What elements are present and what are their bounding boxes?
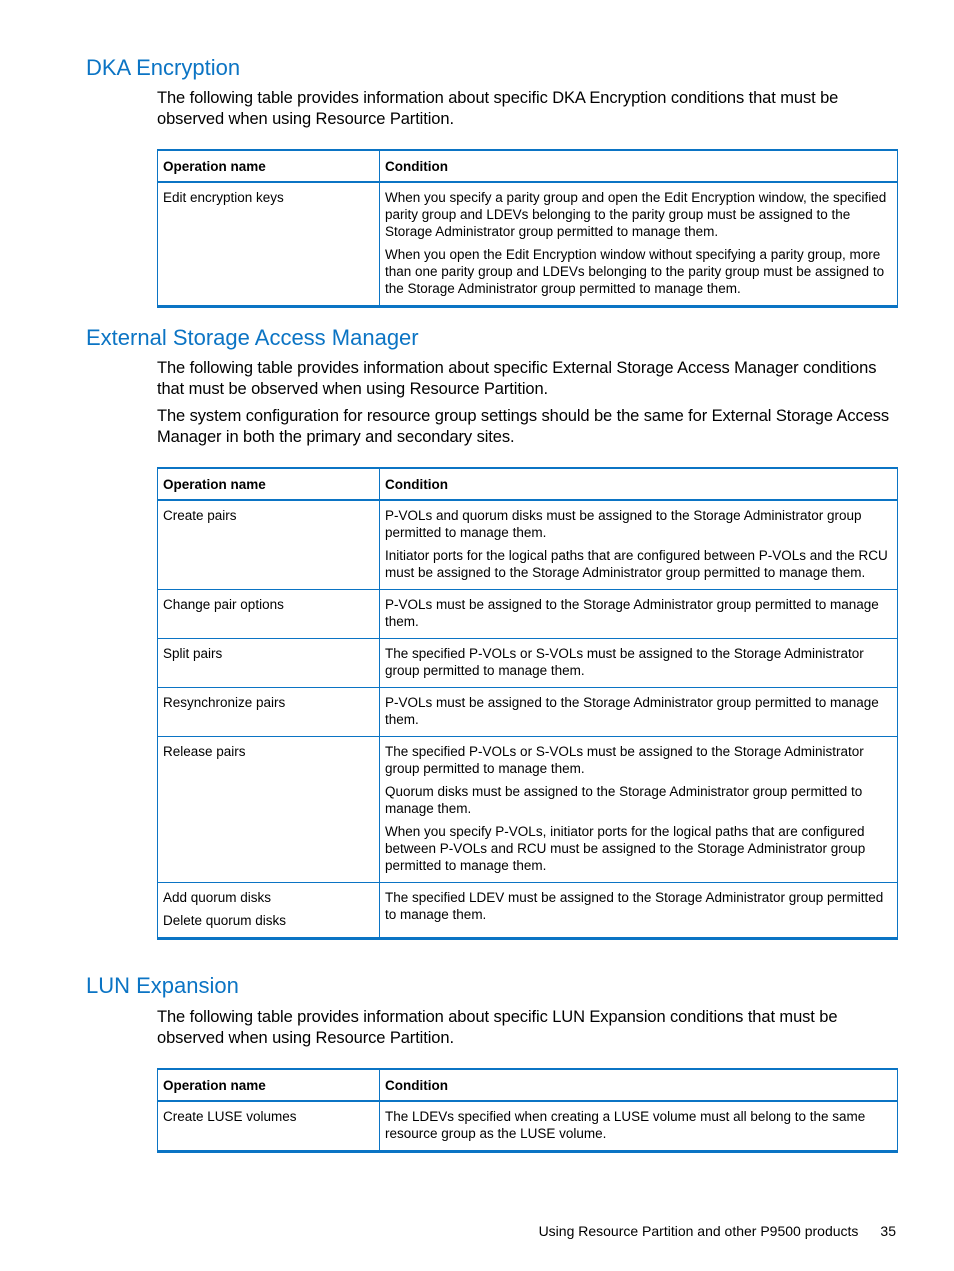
section-paragraph: The following table provides information about specific DKA Encryption conditions that must be observed when using Resource Partition. xyxy=(157,89,839,128)
column-header-condition: Condition xyxy=(380,1069,898,1101)
table-header-row xyxy=(158,150,898,182)
operation-cell xyxy=(158,639,380,688)
condition-text: Quorum disks must be assigned to the Storage Administrator group permitted to manage them. xyxy=(385,784,863,816)
column-header-operation: Operation name xyxy=(158,150,380,182)
footer-title: Using Resource Partition and other P9500 products xyxy=(538,1223,859,1239)
conditions-table xyxy=(157,1068,898,1153)
condition-cell xyxy=(380,883,898,939)
operation-name: Release pairs xyxy=(163,744,246,759)
column-header-operation: Operation name xyxy=(158,468,380,500)
section-heading: DKA Encryption xyxy=(86,55,241,80)
condition-text: The specified LDEV must be assigned to the Storage Administrator group permitted to manage them. xyxy=(385,890,884,922)
operation-name: Split pairs xyxy=(163,646,223,661)
table-row xyxy=(158,590,898,639)
section-heading: External Storage Access Manager xyxy=(86,325,419,350)
condition-cell xyxy=(380,1101,898,1152)
section-heading: LUN Expansion xyxy=(86,973,239,998)
page-number: 35 xyxy=(880,1223,896,1239)
operation-cell xyxy=(158,1101,380,1152)
conditions-table xyxy=(157,467,898,940)
table-row xyxy=(158,737,898,883)
table-row xyxy=(158,1101,898,1152)
condition-text: P-VOLs must be assigned to the Storage Administrator group permitted to manage them. xyxy=(385,597,879,629)
operation-cell xyxy=(158,590,380,639)
column-header-condition: Condition xyxy=(380,468,898,500)
conditions-table xyxy=(157,149,898,308)
section-paragraph: The following table provides information about specific LUN Expansion conditions that must be observed when using Resource Partition. xyxy=(157,1008,838,1047)
table-row xyxy=(158,639,898,688)
table-header-row xyxy=(158,1069,898,1101)
table-row xyxy=(158,500,898,590)
operation-cell xyxy=(158,883,380,939)
condition-text: Initiator ports for the logical paths that are configured between P-VOLs and the RCU must be assigned to the Storage Administrator group permitted to manage them. xyxy=(385,548,888,580)
condition-text: The specified P-VOLs or S-VOLs must be assigned to the Storage Administrator group permitted to manage them. xyxy=(385,744,864,776)
column-header-condition: Condition xyxy=(380,150,898,182)
operation-name: Change pair options xyxy=(163,597,284,612)
condition-text: When you specify P-VOLs, initiator ports for the logical paths that are configured between P-VOLs and RCU must be assigned to the Storage Administrator group permitted to manage them. xyxy=(385,824,866,873)
condition-text: P-VOLs must be assigned to the Storage Administrator group permitted to manage them. xyxy=(385,695,879,727)
operation-name: Edit encryption keys xyxy=(163,190,284,205)
condition-cell xyxy=(380,639,898,688)
operation-name: Delete quorum disks xyxy=(163,913,287,928)
operation-name: Add quorum disks xyxy=(163,890,272,905)
table-header-row xyxy=(158,468,898,500)
condition-text: When you open the Edit Encryption window without specifying a parity group, more than one parity group and LDEVs belonging to the parity group must be assigned to the Storage Administrator group permitted to manage them. xyxy=(385,247,885,296)
condition-text: P-VOLs and quorum disks must be assigned to the Storage Administrator group permitted to manage them. xyxy=(385,508,862,540)
table-row xyxy=(158,182,898,307)
operation-name: Create pairs xyxy=(163,508,237,523)
section-paragraph: The following table provides information about specific External Storage Access Manager conditions that must be observed when using Resource Partition. xyxy=(157,359,877,398)
table-row xyxy=(158,688,898,737)
condition-text: The specified P-VOLs or S-VOLs must be assigned to the Storage Administrator group permitted to manage them. xyxy=(385,646,864,678)
operation-cell xyxy=(158,500,380,590)
operation-name: Create LUSE volumes xyxy=(163,1109,297,1124)
column-header-operation: Operation name xyxy=(158,1069,380,1101)
section-paragraph: The system configuration for resource group settings should be the same for External Storage Access Manager in both the primary and secondary sites. xyxy=(157,407,890,446)
table-row xyxy=(158,883,898,939)
operation-name: Resynchronize pairs xyxy=(163,695,286,710)
condition-cell xyxy=(380,182,898,307)
page-footer xyxy=(539,1222,896,1240)
condition-cell xyxy=(380,737,898,883)
operation-cell xyxy=(158,182,380,307)
operation-cell xyxy=(158,688,380,737)
condition-text: The LDEVs specified when creating a LUSE volume must all belong to the same resource group as the LUSE volume. xyxy=(385,1109,866,1141)
condition-cell xyxy=(380,500,898,590)
operation-cell xyxy=(158,737,380,883)
condition-text: When you specify a parity group and open the Edit Encryption window, the specified parity group and LDEVs belonging to the parity group must be assigned to the Storage Administrator group permitted to manage them. xyxy=(385,190,887,239)
condition-cell xyxy=(380,590,898,639)
condition-cell xyxy=(380,688,898,737)
